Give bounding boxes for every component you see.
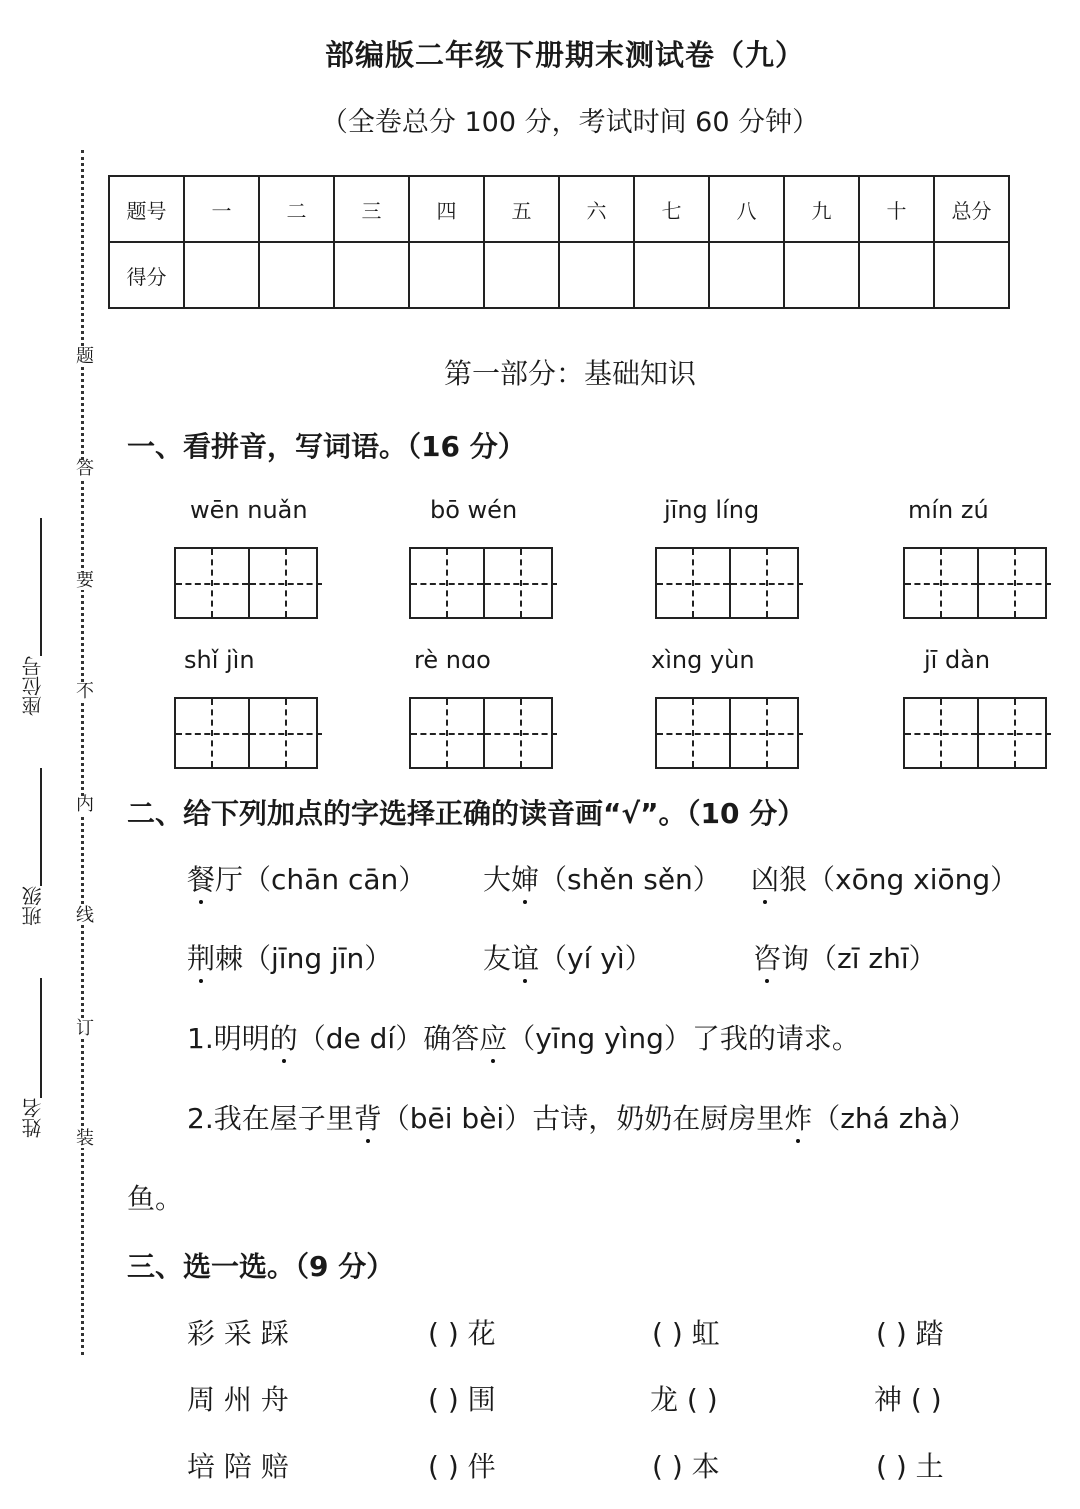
score-cell[interactable] [484,242,559,308]
table-cell: 十 [859,176,934,242]
score-table [108,175,1010,309]
table-cell: 一 [184,176,259,242]
item-text: 厅（chān cān） [215,863,427,896]
dotted-char: 的 [269,1022,298,1055]
table-cell: 五 [484,176,559,242]
pinyin-label: xìng yùn [651,646,755,674]
table-cell: 四 [409,176,484,242]
score-cell[interactable] [259,242,334,308]
choice-chars: 周 州 舟 [187,1383,289,1416]
dotted-char: 咨 [753,942,782,975]
table-cell: 八 [709,176,784,242]
pronunciation-item [187,937,392,977]
score-table-header-row [109,176,1009,242]
score-cell[interactable] [784,242,859,308]
section-heading: 第一部分：基础知识 [443,357,696,390]
sentence-text: 1.明明 [187,1022,270,1055]
sentence-text: （de dí）确答 [297,1022,480,1055]
table-cell: 六 [559,176,634,242]
writing-grid[interactable] [409,547,553,619]
class-label: 班级 [21,886,45,926]
choice-chars: 培 陪 赔 [187,1450,289,1483]
table-cell: 七 [634,176,709,242]
table-cell: 二 [259,176,334,242]
margin-char: 订 [76,1018,94,1039]
dotted-char: 荆 [187,942,216,975]
margin-char: 题 [76,346,94,367]
pinyin-label: rè nɑo [414,646,491,674]
choice-blank[interactable]: ( ) 虹 [652,1317,720,1350]
dotted-char: 谊 [511,942,540,975]
writing-grid[interactable] [903,697,1047,769]
item-text: 大 [483,863,512,896]
choice-blank[interactable]: ( ) 围 [428,1383,496,1416]
sentence-text: （zhá zhà） [812,1102,977,1135]
margin-char: 线 [76,905,94,926]
sentence-2-continuation: 鱼。 [127,1182,184,1215]
pinyin-label: wēn nuǎn [190,496,308,524]
sentence-text: （yīng yìng）了我的请求。 [507,1022,860,1055]
margin-char: 答 [76,458,94,479]
item-text: 狠（xōng xiōng） [779,863,1019,896]
dotted-char: 凶 [751,863,780,896]
sentence-1 [187,1017,860,1057]
writing-grid[interactable] [409,697,553,769]
sentence-text: 2.我在屋子里 [187,1102,354,1135]
margin-char: 要 [76,570,94,591]
score-cell[interactable] [334,242,409,308]
choice-blank[interactable]: ( ) 本 [652,1450,720,1483]
dotted-char: 婶 [511,863,540,896]
seat-number-label: 座位号 [21,656,45,716]
question-3-title: 三、选一选。（9 分） [127,1250,395,1283]
table-cell: 九 [784,176,859,242]
class-line [40,768,42,886]
dotted-char: 餐 [187,863,216,896]
score-cell[interactable] [634,242,709,308]
dotted-char: 炸 [784,1102,813,1135]
dotted-char: 背 [353,1102,382,1135]
choice-blank[interactable]: ( ) 踏 [876,1317,944,1350]
margin-char: 装 [76,1128,94,1149]
page-subtitle: （全卷总分 100 分，考试时间 60 分钟） [320,107,820,138]
seat-number-line [40,518,42,656]
writing-grid[interactable] [174,547,318,619]
sentence-2 [187,1097,976,1137]
table-cell: 得分 [109,242,184,308]
choice-chars: 彩 采 踩 [187,1317,289,1350]
score-cell[interactable] [409,242,484,308]
name-line [40,978,42,1098]
table-cell: 总分 [934,176,1009,242]
choice-blank[interactable]: 龙 ( ) [650,1383,718,1416]
choice-blank[interactable]: ( ) 花 [428,1317,496,1350]
table-cell: 三 [334,176,409,242]
pronunciation-item [751,858,1018,898]
pinyin-label: bō wén [430,496,518,524]
binding-dotted-line [81,150,84,1355]
score-cell[interactable] [859,242,934,308]
writing-grid[interactable] [903,547,1047,619]
item-text: 友 [483,942,512,975]
writing-grid[interactable] [655,697,799,769]
item-text: （shěn sěn） [539,863,721,896]
name-label: 姓名 [21,1098,45,1138]
pronunciation-item [483,858,721,898]
question-1-title: 一、看拼音，写词语。（16 分） [127,430,526,463]
margin-char: 不 [76,681,94,702]
pronunciation-item [187,858,426,898]
sentence-text: （bēi bèi）古诗，奶奶在厨房里 [381,1102,785,1135]
question-2-title: 二、给下列加点的字选择正确的读音画“√”。（10 分） [127,797,806,830]
dotted-char: 应 [479,1022,508,1055]
pinyin-label: jī dàn [924,646,991,674]
pronunciation-item [753,937,937,977]
pinyin-label: shǐ jìn [184,646,255,674]
score-cell[interactable] [934,242,1009,308]
item-text: （yí yì） [539,942,653,975]
pinyin-label: jīng líng [664,496,760,524]
item-text: 询（zī zhī） [781,942,937,975]
choice-blank[interactable]: ( ) 土 [876,1450,944,1483]
pinyin-label: mín zú [908,496,989,524]
table-cell: 题号 [109,176,184,242]
margin-char: 内 [76,794,94,815]
score-table-score-row [109,242,1009,308]
page-title: 部编版二年级下册期末测试卷（九） [324,38,805,72]
item-text: 棘（jīng jīn） [215,942,393,975]
score-cell[interactable] [184,242,259,308]
writing-grid[interactable] [174,697,318,769]
choice-blank[interactable]: 神 ( ) [874,1383,942,1416]
choice-blank[interactable]: ( ) 伴 [428,1450,496,1483]
score-cell[interactable] [559,242,634,308]
writing-grid[interactable] [655,547,799,619]
pronunciation-item [483,937,653,977]
score-cell[interactable] [709,242,784,308]
